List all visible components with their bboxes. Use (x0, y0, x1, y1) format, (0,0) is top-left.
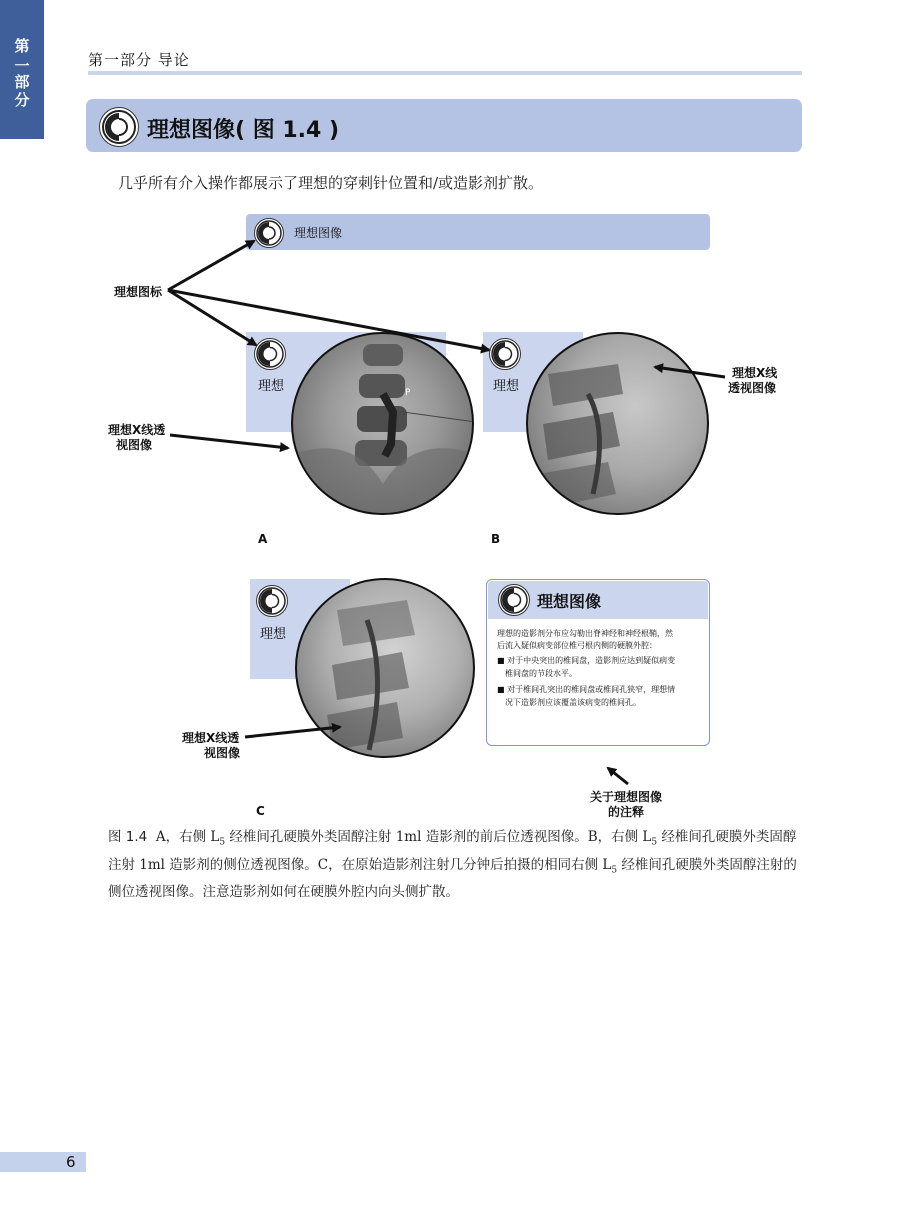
callout-note-line2: 的注释 (608, 805, 645, 819)
note-line: 椎间盘的节段水平。 (505, 669, 577, 678)
callout-xray-a-line2: 视图像 (116, 438, 153, 452)
callout-xray-a-line1: 理想X线透 (108, 423, 166, 437)
caption-text: A，右侧 L (155, 829, 220, 845)
note-line: ■ 对于中央突出的椎间盘，造影剂应达到疑似病变 (497, 656, 676, 665)
arrow-to-note-box (608, 768, 628, 784)
caption-subscript: 5 (611, 865, 618, 876)
note-line: 况下造影剂应该覆盖该病变的椎间孔。 (505, 698, 641, 707)
note-line: 后流入疑似病变部位椎弓根内侧的硬膜外腔： (497, 641, 657, 650)
callout-xray-b-line2: 透视图像 (728, 381, 777, 395)
panel-c-label: 理想 (260, 627, 287, 642)
panel-a-label: 理想 (258, 379, 285, 394)
panel-a-letter: A (258, 532, 268, 546)
intro-paragraph: 几乎所有介入操作都展示了理想的穿刺针位置和/或造影剂扩散。 (118, 174, 544, 192)
side-tab-char: 第 (14, 37, 30, 55)
panel-b-letter: B (491, 532, 501, 546)
figure-caption (108, 826, 800, 903)
callout-note-line1: 关于理想图像 (590, 790, 663, 804)
caption-text: 经椎间孔硬膜外类固醇注射的侧位透视图像。注意造影剂如何在硬膜外腔内向头侧扩散。 (108, 856, 797, 901)
note-line: ■ 对于椎间孔突出的椎间盘或椎间孔狭窄，理想情 (497, 685, 676, 694)
caption-subscript: 5 (651, 837, 658, 848)
arrow-to-xray-b (655, 367, 725, 377)
caption-text: 经椎间孔硬膜外类固醇注射 1ml 造影剂的侧位透视图像。C，在原始造影剂注射几分钟后拍摄的相同右侧 L (108, 829, 797, 873)
arrow-to-xray-a (170, 435, 288, 448)
figure-top-banner-label: 理想图像 (294, 226, 343, 240)
needle-marker-p: P (405, 388, 411, 398)
arrow-to-top-icon (168, 241, 254, 290)
note-line: 理想的造影剂分布应勾勒出脊神经和神经根鞘，然 (497, 629, 673, 638)
panel-c-letter: C (256, 804, 265, 818)
caption-figure-label: 图 1.4 (108, 829, 148, 845)
caption-subscript: 5 (219, 837, 226, 848)
panel-b-label: 理想 (493, 379, 520, 394)
callout-xray-c-line1: 理想X线透 (182, 731, 240, 745)
caption-text: 经椎间孔硬膜外类固醇注射 1ml 造影剂的前后位透视图像。B，右侧 L (225, 829, 652, 845)
callout-xray-c-line2: 视图像 (204, 746, 241, 760)
side-tab-char: 分 (14, 91, 30, 109)
side-tab-char: 一 (14, 57, 30, 75)
page-number: 6 (66, 1153, 76, 1171)
arrow-to-xray-c (245, 727, 340, 737)
running-head: 第一部分 导论 (88, 51, 190, 69)
callout-ideal-icon: 理想图标 (114, 285, 163, 299)
side-tab-char: 部 (14, 73, 30, 91)
callout-xray-b-line1: 理想X线 (732, 366, 778, 380)
note-box-title: 理想图像 (537, 592, 602, 611)
section-title: 理想图像( 图 1.4 ) (147, 118, 340, 143)
